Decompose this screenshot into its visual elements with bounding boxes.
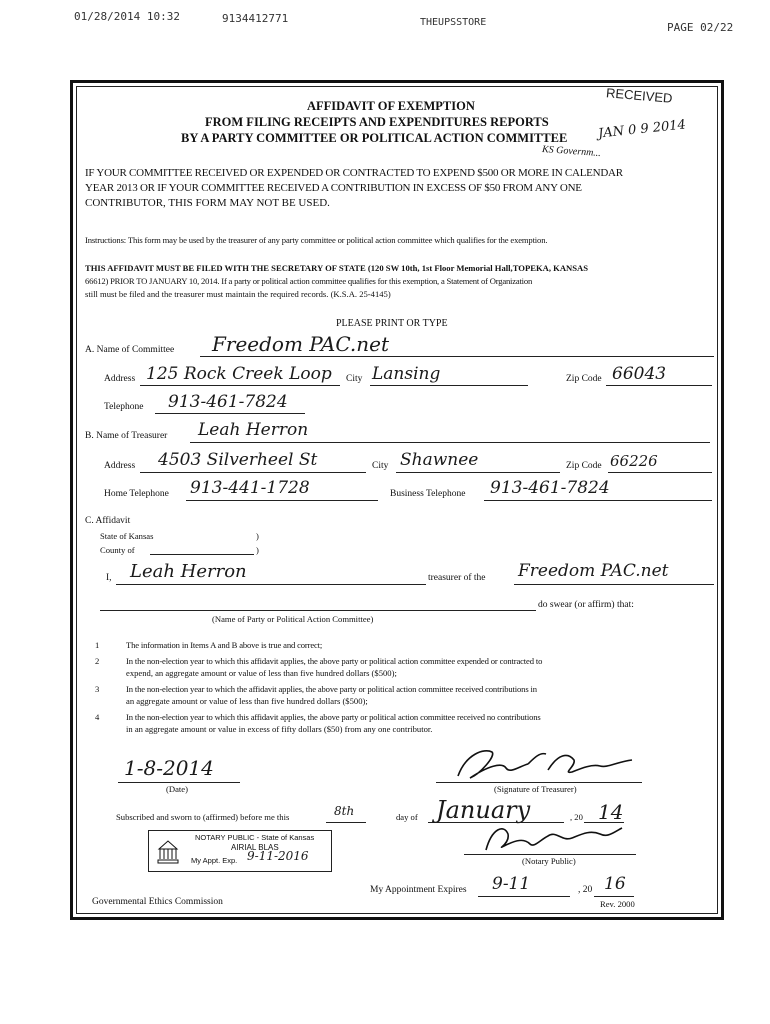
received-stamp-word: RECEIVED [605, 85, 673, 106]
treasurer-signature-line [436, 782, 642, 783]
fax-phone: 9134412771 [222, 12, 289, 25]
treasurer-name-line [190, 442, 710, 443]
business-phone-value: 913-461-7824 [490, 478, 610, 498]
notary-signature [476, 820, 626, 856]
notary-stamp-line1: NOTARY PUBLIC - State of Kansas [195, 833, 315, 842]
footer-left: Governmental Ethics Commission [92, 897, 223, 907]
subscribed-text: Subscribed and sworn to (affirmed) before me this [116, 812, 290, 822]
treasurer-name-label: B. Name of Treasurer [85, 431, 168, 441]
filing-notice-line3: still must be filed and the treasurer must maintain the required records. (K.S.A. 25-4145) [85, 289, 391, 299]
notary-label: (Notary Public) [522, 856, 576, 866]
form-title-line3: BY A PARTY COMMITTEE OR POLITICAL ACTION COMMITTEE [181, 131, 568, 145]
committee-city-label: City [346, 374, 363, 384]
committee-address-label: Address [104, 374, 136, 384]
treasurer-city-value: Shawnee [400, 450, 479, 470]
committee-telephone-value: 913-461-7824 [168, 392, 288, 412]
year-value: 14 [598, 800, 624, 824]
committee-city-line [370, 385, 528, 386]
county-line [150, 554, 254, 555]
filing-notice-line1: THIS AFFIDAVIT MUST BE FILED WITH THE SECRETARY OF STATE (120 SW 10th, 1st Floor Memorial Hall,TOPEKA, KANSAS [85, 263, 588, 273]
statement-text: In the non-election year to which this affidavit applies, the above party or political action committee received no contributions [126, 712, 541, 722]
date-value: 1-8-2014 [124, 756, 214, 780]
appointment-year-prefix: , 20 [578, 885, 593, 895]
statement-number: 4 [95, 712, 100, 722]
appointment-year-line [594, 896, 634, 897]
treasurer-signature-label: (Signature of Treasurer) [494, 784, 577, 794]
subscribed-day-value: 8th [334, 804, 355, 818]
treasurer-address-value: 4503 Silverheel St [158, 450, 318, 470]
statement-number: 2 [95, 656, 100, 666]
treasurer-zip-value: 66226 [610, 452, 658, 470]
treasurer-city-line [396, 472, 560, 473]
instructions-text: Instructions: This form may be used by the treasurer of any party committee or political action committee which qualifies for the exemption. [85, 235, 548, 245]
swear-text: do swear (or affirm) that: [538, 600, 634, 610]
appointment-date-line [478, 896, 570, 897]
treasurer-of-line [514, 584, 714, 585]
committee-swear-line [100, 610, 536, 611]
affidavit-label: C. Affidavit [85, 516, 131, 526]
notary-stamp-line3: My Appt. Exp. [191, 856, 238, 865]
treasurer-of-value: Freedom PAC.net [518, 561, 669, 581]
affiant-i-label: I, [106, 573, 112, 583]
print-or-type: PLEASE PRINT OR TYPE [336, 318, 448, 329]
notary-stamp-exp: 9-11-2016 [247, 849, 309, 863]
statement-text: The information in Items A and B above is true and correct; [126, 640, 323, 650]
statement-text-continued: expend, an aggregate amount or value of less than five hundred dollars ($500); [126, 668, 397, 678]
notary-stamp [148, 830, 332, 872]
county-of-label: County of [100, 545, 135, 555]
footer-right: Rev. 2000 [600, 899, 635, 909]
treasurer-zip-label: Zip Code [566, 461, 602, 471]
home-phone-line [186, 500, 378, 501]
name-caption: (Name of Party or Political Action Committee) [212, 614, 374, 624]
committee-city-value: Lansing [372, 364, 441, 384]
affiant-value: Leah Herron [130, 561, 247, 582]
committee-zip-label: Zip Code [566, 374, 602, 384]
home-phone-label: Home Telephone [104, 489, 169, 499]
warning-line3: CONTRIBUTOR, THIS FORM MAY NOT BE USED. [85, 197, 330, 209]
warning-line2: YEAR 2013 OR IF YOUR COMMITTEE RECEIVED A CONTRIBUTION IN EXCESS OF $50 FROM ANY ONE [85, 182, 582, 194]
business-phone-label: Business Telephone [390, 489, 466, 499]
treasurer-address-label: Address [104, 461, 136, 471]
received-stamp-date: JAN 0 9 2014 [597, 117, 687, 142]
date-line [118, 782, 240, 783]
appointment-year-value: 16 [604, 874, 626, 894]
statement-text-continued: an aggregate amount or value of less than five hundred dollars ($500); [126, 696, 368, 706]
statement-text: In the non-election year to which this affidavit applies, the above party or political action committee expended or contracted to [126, 656, 543, 666]
treasurer-name-value: Leah Herron [198, 420, 309, 440]
treasurer-zip-line [608, 472, 712, 473]
state-bracket: ) [256, 531, 259, 541]
committee-name-label: A. Name of Committee [85, 345, 175, 355]
committee-name-value: Freedom PAC.net [212, 332, 390, 356]
treasurer-signature [436, 744, 646, 784]
day-of-label: day of [396, 812, 418, 822]
committee-zip-line [606, 385, 712, 386]
committee-telephone-label: Telephone [104, 402, 144, 412]
committee-address-value: 125 Rock Creek Loop [146, 364, 332, 384]
month-value: January [436, 796, 531, 824]
fax-page: PAGE 02/22 [667, 21, 734, 34]
year-prefix: , 20 [570, 812, 583, 822]
treasurer-city-label: City [372, 461, 389, 471]
statement-number: 1 [95, 640, 100, 650]
form-title-line1: AFFIDAVIT OF EXEMPTION [307, 99, 475, 113]
county-bracket: ) [256, 545, 259, 555]
committee-zip-value: 66043 [612, 364, 667, 384]
committee-name-line [200, 356, 714, 357]
notary-stamp-line2: AIRIAL BLAS [231, 843, 279, 852]
date-label: (Date) [166, 784, 188, 794]
statement-number: 3 [95, 684, 100, 694]
seal-icon [155, 837, 181, 865]
committee-address-line [140, 385, 340, 386]
treasurer-of-label: treasurer of the [428, 573, 486, 583]
fax-sender: THEUPSSTORE [420, 17, 487, 28]
received-stamp-office: KS Governm... [541, 143, 602, 160]
business-phone-line [484, 500, 712, 501]
committee-telephone-line [155, 413, 305, 414]
warning-line1: IF YOUR COMMITTEE RECEIVED OR EXPENDED OR CONTRACTED TO EXPEND $500 OR MORE IN CALENDAR [85, 167, 623, 179]
fax-datetime: 01/28/2014 10:32 [74, 10, 180, 23]
filing-notice-line2: 66612) PRIOR TO JANUARY 10, 2014. If a party or political action committee qualifies for this exemption, a Statement of Organization [85, 276, 533, 286]
state-of-label: State of Kansas [100, 531, 154, 541]
subscribed-day-line [326, 822, 366, 823]
notary-signature-line [464, 854, 636, 855]
statement-text: In the non-election year to which the affidavit applies, the above party or political action committee received contributions in [126, 684, 537, 694]
treasurer-address-line [140, 472, 366, 473]
statement-text-continued: in an aggregate amount or value in excess of fifty dollars ($50) from any one contributor. [126, 724, 433, 734]
appointment-date-value: 9-11 [492, 874, 531, 894]
affiant-line [116, 584, 426, 585]
home-phone-value: 913-441-1728 [190, 478, 310, 498]
form-title-line2: FROM FILING RECEIPTS AND EXPENDITURES REPORTS [205, 115, 549, 129]
appointment-label: My Appointment Expires [370, 885, 467, 895]
